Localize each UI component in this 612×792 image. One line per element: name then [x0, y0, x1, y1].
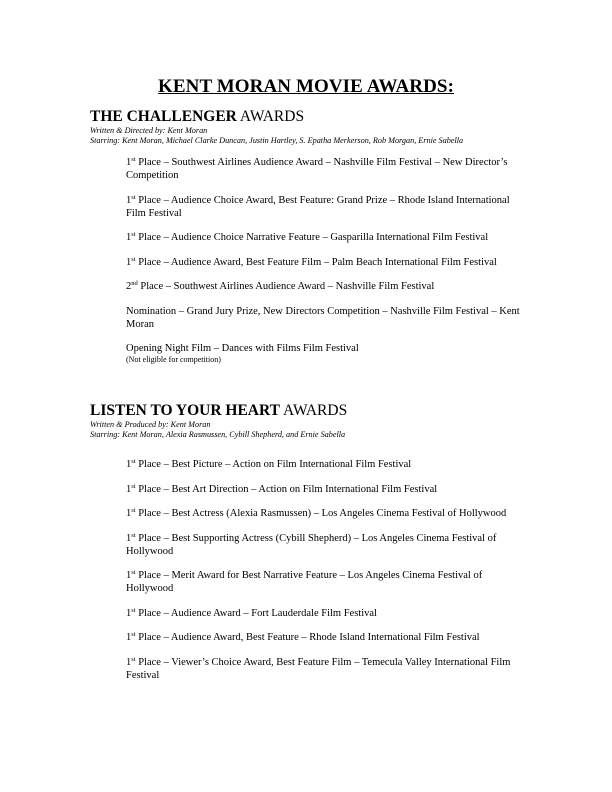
section-challenger [90, 108, 530, 377]
section-listen-to-your-heart [90, 402, 530, 693]
section-title-rest: AWARDS [279, 402, 348, 419]
award-item: 1st Place – Viewer’s Choice Award, Best Feature Film – Temecula Valley International Film Festival [126, 655, 511, 681]
award-note: (Not eligible for competition) [126, 355, 221, 364]
section-title-rest: AWARDS [236, 108, 305, 125]
award-item: 1st Place – Best Actress (Alexia Rasmussen) – Los Angeles Cinema Festival of Hollywood [126, 507, 507, 519]
award-item: 1st Place – Audience Award, Best Feature – Rhode Island International Film Festival [126, 631, 480, 643]
section-title [90, 108, 530, 126]
award-item: 1st Place – Merit Award for Best Narrative Feature – Los Angeles Cinema Festival of Hollywood [126, 569, 483, 594]
award-item: 1st Place – Southwest Airlines Audience Award – Nashville Film Festival – New Director’s Competition [126, 156, 508, 181]
award-item: 1st Place – Audience Award, Best Feature Film – Palm Beach International Film Festival [126, 255, 497, 268]
award-item: 1st Place – Audience Award – Fort Lauderdale Film Festival [126, 606, 377, 619]
award-item: 1st Place – Best Art Direction – Action on Film International Film Festival [126, 482, 438, 495]
credit-starring: Starring: Kent Moran, Alexia Rasmussen, Cybill Shepherd, and Ernie Sabella [90, 430, 346, 439]
document-title: KENT MORAN MOVIE AWARDS: [157, 76, 455, 97]
section-title [90, 402, 530, 420]
award-item: 1st Place – Best Picture – Action on Film International Film Festival [126, 458, 412, 470]
credit-written-produced: Written & Produced by: Kent Moran [90, 420, 211, 429]
section-title-bold: THE CHALLENGER [90, 108, 237, 125]
award-item: 1st Place – Best Supporting Actress (Cybill Shepherd) – Los Angeles Cinema Festival of Hollywood [126, 531, 497, 557]
section-title-bold: LISTEN TO YOUR HEART [90, 402, 280, 419]
award-item: Nomination – Grand Jury Prize, New Directors Competition – Nashville Film Festival – Kent Moran [126, 305, 520, 330]
award-item: 1st Place – Audience Choice Award, Best Feature: Grand Prize – Rhode Island International Film Festival [126, 193, 510, 219]
award-list [90, 156, 530, 365]
credit-starring: Starring: Kent Moran, Michael Clarke Duncan, Justin Hartley, S. Epatha Merkerson, Rob Morgan, Ernie Sabella [90, 136, 464, 145]
credit-written-directed: Written & Directed by: Kent Moran [90, 126, 208, 135]
award-list [90, 458, 530, 682]
award-item: 2nd Place – Southwest Airlines Audience Award – Nashville Film Festival [126, 280, 435, 292]
award-item: Opening Night Film – Dances with Films Film Festival (Not eligible for competition) [126, 342, 526, 365]
award-item: 1st Place – Audience Choice Narrative Feature – Gasparilla International Film Festival [126, 231, 489, 243]
